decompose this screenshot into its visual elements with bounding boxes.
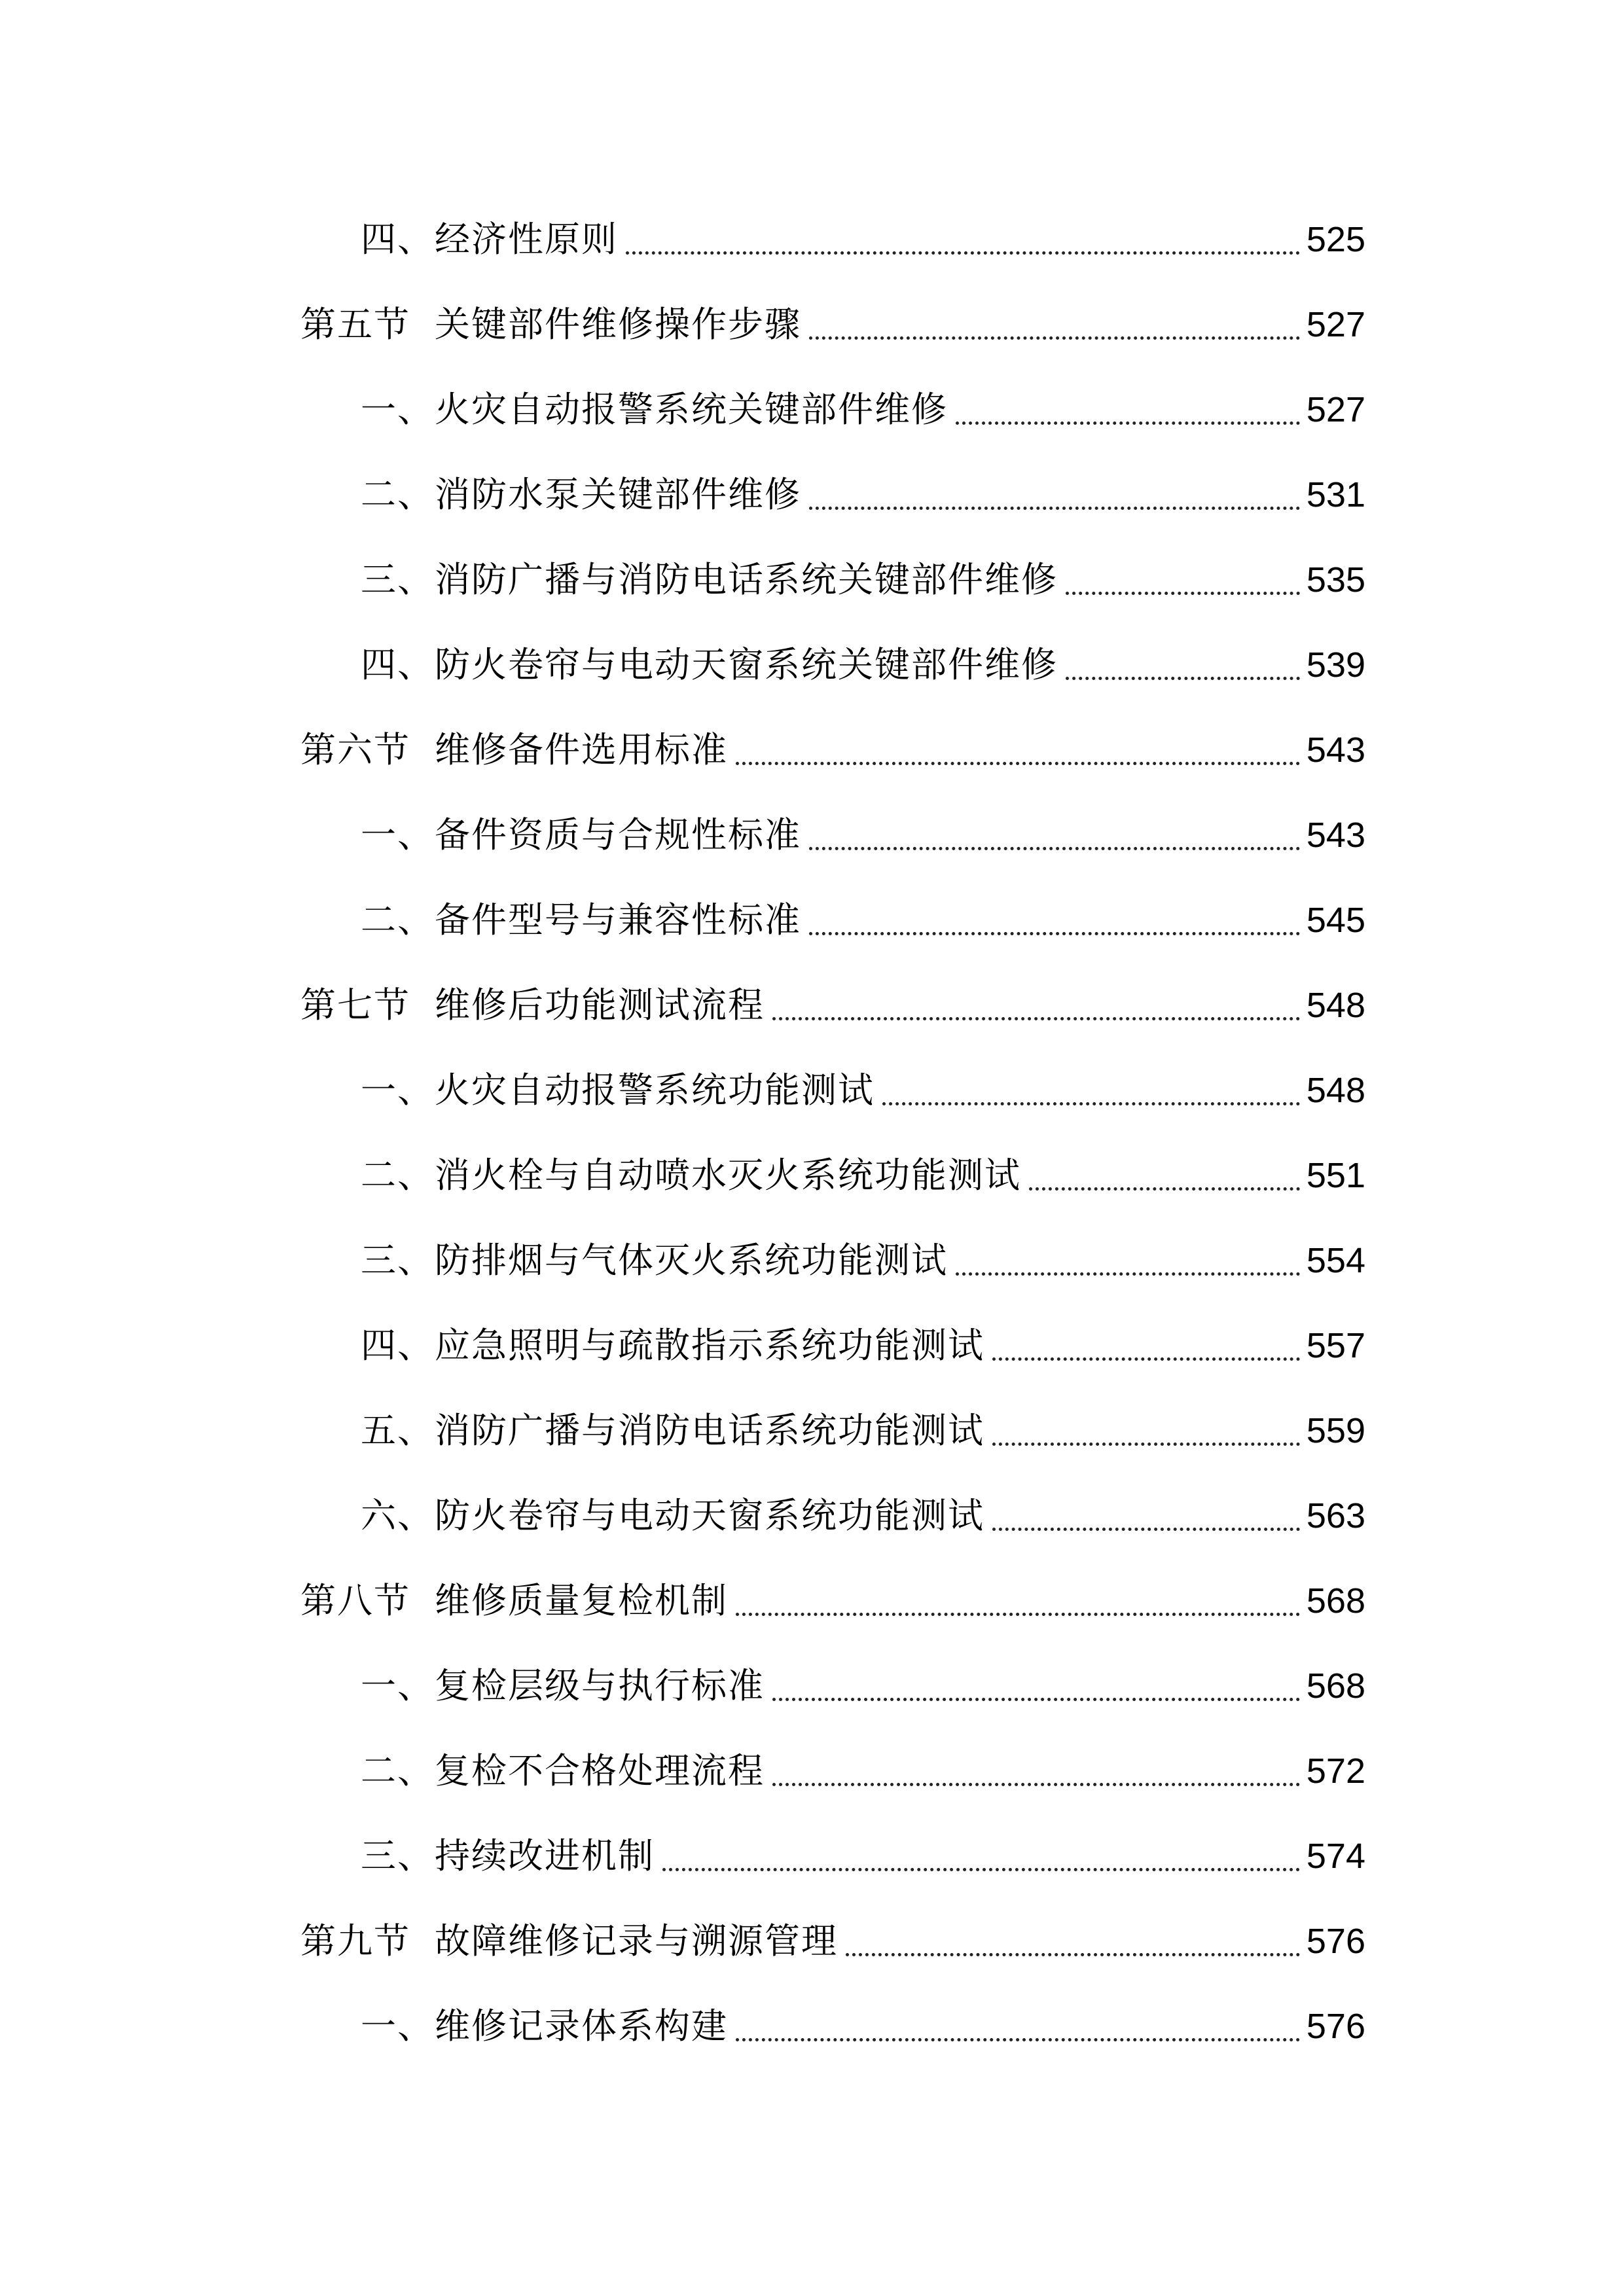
toc-section-8[interactable] [300, 1565, 1365, 1637]
entry-prefix: 五、 [361, 1410, 434, 1451]
page-number: 568 [1306, 1581, 1365, 1621]
toc-entry-9-1[interactable] [361, 1990, 1365, 2062]
entry-prefix: 一、 [361, 2005, 434, 2047]
page-number: 535 [1306, 560, 1365, 600]
toc-entry-7-5[interactable] [361, 1395, 1365, 1467]
entry-title: 应急照明与疏散指示系统功能测试 [435, 1325, 984, 1366]
toc-entry-5-2[interactable] [361, 459, 1365, 531]
entry-prefix: 四、 [361, 219, 434, 260]
dot-leader [1066, 592, 1300, 595]
dot-leader [1066, 677, 1300, 680]
entry-prefix: 一、 [361, 814, 434, 855]
page-number: 548 [1306, 986, 1365, 1025]
entry-title: 关键部件维修操作步骤 [435, 304, 801, 345]
entry-prefix: 三、 [361, 1240, 434, 1281]
dot-leader [809, 507, 1300, 510]
entry-title: 复检层级与执行标准 [435, 1665, 765, 1706]
entry-prefix: 第九节 [300, 1920, 410, 1962]
page-number: 527 [1306, 390, 1365, 429]
dot-leader [956, 422, 1300, 425]
toc-entry-7-4[interactable] [361, 1310, 1365, 1382]
dot-leader [626, 251, 1300, 255]
page-number: 543 [1306, 730, 1365, 770]
dot-leader [772, 1783, 1300, 1786]
entry-prefix: 二、 [361, 1155, 434, 1196]
dot-leader [992, 1528, 1300, 1531]
dot-leader [809, 847, 1300, 850]
dot-leader [992, 1357, 1300, 1361]
entry-prefix: 一、 [361, 389, 434, 430]
dot-leader [662, 1868, 1300, 1871]
entry-title: 消防水泵关键部件维修 [435, 474, 801, 515]
entry-title: 复检不合格处理流程 [435, 1750, 765, 1791]
toc-entry-7-1[interactable] [361, 1054, 1365, 1126]
entry-prefix: 第五节 [300, 304, 410, 345]
entry-prefix: 六、 [361, 1495, 434, 1536]
dot-leader [846, 1953, 1300, 1956]
entry-prefix: 第六节 [300, 729, 410, 770]
dot-leader [736, 1613, 1300, 1616]
entry-title: 备件资质与合规性标准 [435, 814, 801, 855]
entry-title: 经济性原则 [435, 219, 618, 260]
toc-section-6[interactable] [300, 714, 1365, 786]
entry-title: 防火卷帘与电动天窗系统关键部件维修 [435, 644, 1058, 685]
dot-leader [809, 336, 1300, 340]
dot-leader [809, 932, 1300, 935]
entry-title: 持续改进机制 [435, 1835, 655, 1876]
entry-title: 火灾自动报警系统关键部件维修 [435, 389, 948, 430]
toc-section-9[interactable] [300, 1905, 1365, 1977]
toc-section-7[interactable] [300, 969, 1365, 1041]
entry-title: 维修质量复检机制 [435, 1580, 728, 1621]
page-number: 539 [1306, 645, 1365, 685]
page-number: 548 [1306, 1071, 1365, 1110]
page-number: 527 [1306, 305, 1365, 344]
entry-prefix: 三、 [361, 559, 434, 600]
toc-entry-5-1[interactable] [361, 374, 1365, 446]
entry-title: 消防广播与消防电话系统关键部件维修 [435, 559, 1058, 600]
toc-entry-7-3[interactable] [361, 1225, 1365, 1297]
entry-title: 备件型号与兼容性标准 [435, 899, 801, 941]
toc-entry-5-3[interactable] [361, 544, 1365, 616]
entry-prefix: 第八节 [300, 1580, 410, 1621]
page-number: 574 [1306, 1837, 1365, 1876]
toc-entry-6-1[interactable] [361, 799, 1365, 871]
page-number: 531 [1306, 475, 1365, 514]
entry-prefix: 第七节 [300, 984, 410, 1026]
page-number: 554 [1306, 1241, 1365, 1280]
entry-title: 防排烟与气体灭火系统功能测试 [435, 1240, 948, 1281]
dot-leader [772, 1698, 1300, 1701]
entry-title: 维修后功能测试流程 [435, 984, 765, 1026]
toc-entry-8-2[interactable] [361, 1735, 1365, 1807]
toc-entry-four-economy[interactable] [361, 204, 1365, 276]
entry-title: 维修备件选用标准 [435, 729, 728, 770]
dot-leader [1029, 1187, 1300, 1191]
toc-entry-5-4[interactable] [361, 629, 1365, 701]
entry-prefix: 四、 [361, 644, 434, 685]
entry-prefix: 一、 [361, 1665, 434, 1706]
page-number: 557 [1306, 1326, 1365, 1365]
entry-title: 消防广播与消防电话系统功能测试 [435, 1410, 984, 1451]
page-number: 551 [1306, 1156, 1365, 1195]
toc-entry-7-2[interactable] [361, 1139, 1365, 1211]
toc-entry-7-6[interactable] [361, 1480, 1365, 1552]
entry-prefix: 四、 [361, 1325, 434, 1366]
toc-section-5[interactable] [300, 289, 1365, 361]
page-number: 576 [1306, 1922, 1365, 1961]
entry-title: 维修记录体系构建 [435, 2005, 728, 2047]
page-number: 576 [1306, 2007, 1365, 2046]
entry-title: 消火栓与自动喷水灭火系统功能测试 [435, 1155, 1021, 1196]
dot-leader [882, 1102, 1300, 1105]
entry-title: 故障维修记录与溯源管理 [435, 1920, 838, 1962]
entry-prefix: 二、 [361, 474, 434, 515]
entry-title: 火灾自动报警系统功能测试 [435, 1069, 875, 1111]
page-number: 568 [1306, 1666, 1365, 1706]
entry-title: 防火卷帘与电动天窗系统功能测试 [435, 1495, 984, 1536]
entry-prefix: 二、 [361, 899, 434, 941]
dot-leader [772, 1017, 1300, 1020]
page-number: 559 [1306, 1411, 1365, 1450]
page-number: 525 [1306, 220, 1365, 259]
page-number: 545 [1306, 901, 1365, 940]
toc-entry-8-1[interactable] [361, 1650, 1365, 1722]
dot-leader [956, 1272, 1300, 1276]
page-number: 572 [1306, 1751, 1365, 1791]
page-number: 543 [1306, 816, 1365, 855]
entry-prefix: 一、 [361, 1069, 434, 1111]
toc-entry-8-3[interactable] [361, 1820, 1365, 1892]
dot-leader [992, 1443, 1300, 1446]
toc-entry-6-2[interactable] [361, 884, 1365, 956]
entry-prefix: 三、 [361, 1835, 434, 1876]
entry-prefix: 二、 [361, 1750, 434, 1791]
page-number: 563 [1306, 1496, 1365, 1535]
dot-leader [736, 2038, 1300, 2041]
dot-leader [736, 762, 1300, 765]
